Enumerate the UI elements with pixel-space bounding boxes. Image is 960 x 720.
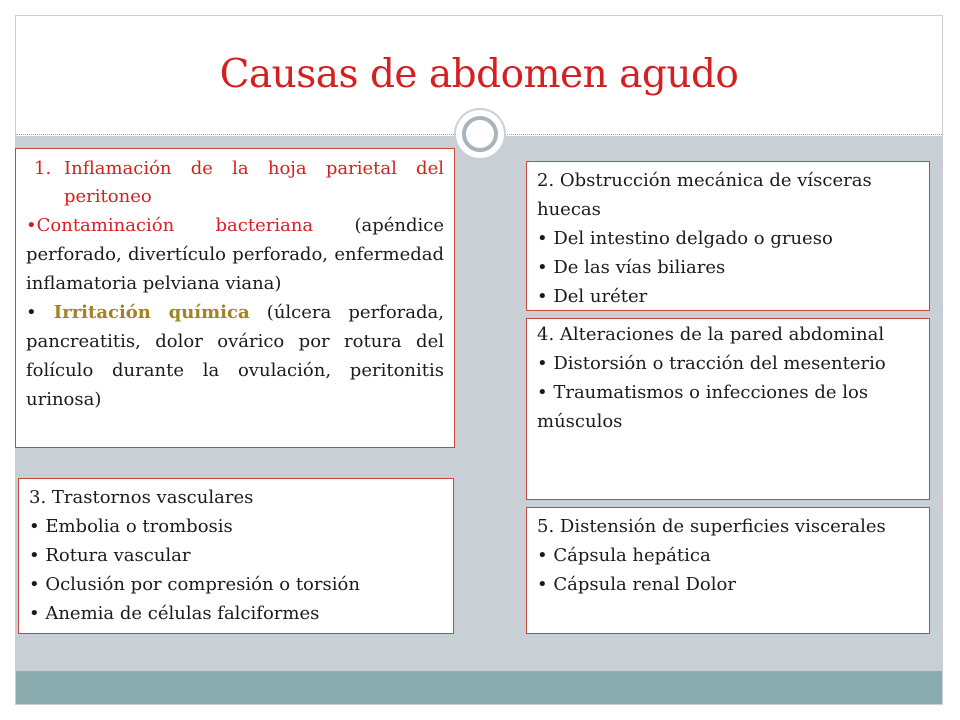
box-heading: 3. Trastornos vasculares [29, 487, 254, 508]
box-obstruccion [526, 161, 930, 311]
list-item: • Del intestino delgado o grueso [537, 228, 833, 249]
box-inflamacion [15, 148, 455, 448]
box-heading: 5. Distensión de superficies viscerales [537, 516, 886, 537]
list-item: • Distorsión o tracción del mesenterio [537, 353, 886, 374]
box-distension [526, 507, 930, 634]
numbered-item-1 [26, 155, 444, 211]
bullet-rest: (úlcera perforada, pancreatitis, dolor ovárico por rotura del folículo durante la ovulación, peritonitis urinosa) [26, 302, 444, 410]
list-item: • Oclusión por compresión o torsión [29, 574, 360, 595]
list-item: • Rotura vascular [29, 545, 191, 566]
item-text: Inflamación de la hoja parietal del peritoneo [64, 158, 444, 207]
bullet-contaminacion [26, 211, 444, 298]
bullet-irritacion [26, 298, 444, 414]
bullet-rest: (apéndice perforado, divertículo perforado, enfermedad inflamatoria pelviana viana) [26, 215, 444, 294]
bullet-lead: Irritación química [53, 302, 250, 323]
item-number: 1. [34, 158, 52, 179]
list-item: • Del uréter [537, 286, 648, 307]
list-item: • Cápsula hepática [537, 545, 711, 566]
box-heading: 4. Alteraciones de la pared abdominal [537, 324, 885, 345]
circle-ornament-icon [454, 108, 506, 160]
list-item: • De las vías biliares [537, 257, 726, 278]
list-item: • Cápsula renal Dolor [537, 574, 736, 595]
list-item: • Anemia de células falciformes [29, 603, 320, 624]
bullet-mark: • [26, 302, 54, 323]
bullet-lead: •Contaminación bacteriana [26, 215, 314, 236]
list-item: • Traumatismos o infecciones de los músculos [537, 382, 869, 432]
footer-bar [16, 671, 942, 705]
box-vasculares [18, 478, 454, 634]
list-item: • Embolia o trombosis [29, 516, 233, 537]
box-heading: 2. Obstrucción mecánica de vísceras huecas [537, 170, 872, 220]
slide-title: Causas de abdomen agudo [219, 52, 739, 97]
box-pared-abdominal [526, 318, 930, 500]
